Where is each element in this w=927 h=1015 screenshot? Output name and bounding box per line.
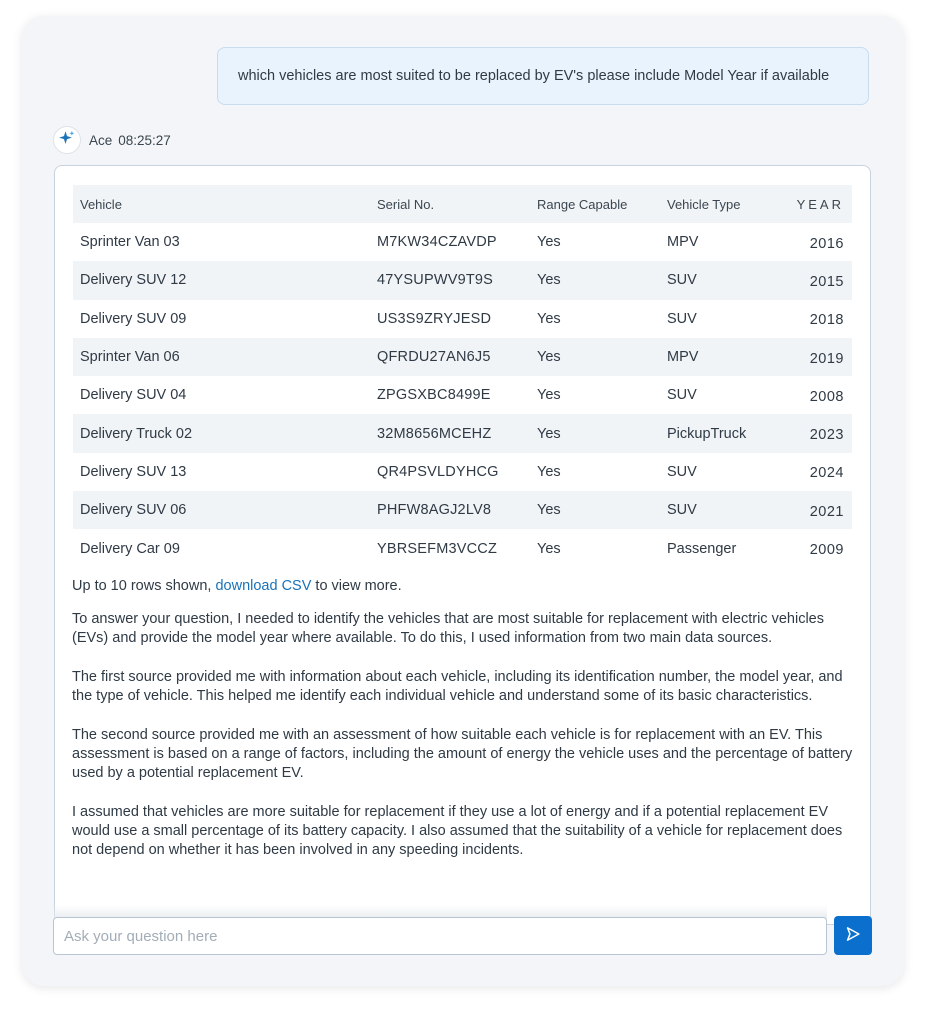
cell-range-capable: Yes <box>537 272 561 289</box>
cell-vehicle-type: SUV <box>667 387 697 404</box>
table-row <box>73 414 852 452</box>
cell-vehicle-type: SUV <box>667 502 697 519</box>
question-input[interactable] <box>53 917 827 955</box>
cell-year: 2024 <box>809 465 844 482</box>
cell-year: 2016 <box>809 235 844 252</box>
cell-serial: QR4PSVLDYHCG <box>377 463 499 480</box>
cell-serial: 32M8656MCEHZ <box>377 425 492 442</box>
cell-vehicle: Delivery SUV 04 <box>80 387 187 404</box>
cell-year: 2021 <box>809 503 844 520</box>
send-icon <box>844 925 862 946</box>
header-serial: Serial No. <box>370 185 530 223</box>
header-range-capable: Range Capable <box>530 185 660 223</box>
cell-serial: ZPGSXBC8499E <box>377 387 491 404</box>
cell-vehicle: Delivery SUV 13 <box>80 463 187 480</box>
send-button[interactable] <box>834 916 872 955</box>
cell-vehicle-type: SUV <box>667 310 697 327</box>
user-message-text: which vehicles are most suited to be replaced by EV's please include Model Year if available <box>238 68 830 84</box>
assistant-name: Ace <box>89 132 113 148</box>
cell-vehicle-type: Passenger <box>667 540 737 557</box>
user-message-bubble <box>217 47 869 105</box>
cell-range-capable: Yes <box>537 349 561 366</box>
cell-serial: YBRSEFM3VCCZ <box>377 540 498 557</box>
cell-range-capable: Yes <box>537 502 561 519</box>
cell-range-capable: Yes <box>537 425 561 442</box>
answer-paragraph: The second source provided me with an assessment of how suitable each vehicle is for replacement with an EV. This assessment is based on a range of factors, including the amount of energy the vehicle uses and the percentage of battery used by a potential replacement EV. <box>72 727 853 781</box>
table-header-row <box>73 185 852 223</box>
download-csv-link[interactable]: download CSV <box>215 578 312 594</box>
assistant-response-card <box>54 165 871 925</box>
header-year: YEAR <box>780 185 852 223</box>
answer-text <box>72 610 857 880</box>
header-vehicle: Vehicle <box>73 185 370 223</box>
answer-paragraph: The first source provided me with information about each vehicle, including its identification number, the model year, and the type of vehicle. This helped me identify each individual vehicle and understand some of its basic characteristics. <box>72 669 843 704</box>
table-row <box>73 376 852 414</box>
cell-serial: US3S9ZRYJESD <box>377 310 492 327</box>
cell-range-capable: Yes <box>537 234 561 251</box>
cell-range-capable: Yes <box>537 463 561 480</box>
results-table <box>73 185 852 568</box>
cell-vehicle: Delivery Car 09 <box>80 540 180 557</box>
cell-serial: M7KW34CZAVDP <box>377 234 497 251</box>
cell-vehicle: Delivery Truck 02 <box>80 425 193 442</box>
cell-vehicle: Delivery SUV 12 <box>80 272 187 289</box>
cell-vehicle: Sprinter Van 06 <box>80 349 180 366</box>
cell-serial: 47YSUPWV9T9S <box>377 272 494 289</box>
cell-year: 2009 <box>809 542 844 559</box>
cell-vehicle-type: SUV <box>667 463 697 480</box>
cell-year: 2008 <box>809 388 844 405</box>
table-row <box>73 491 852 529</box>
table-row <box>73 261 852 299</box>
cell-vehicle-type: SUV <box>667 272 697 289</box>
cell-range-capable: Yes <box>537 387 561 404</box>
cell-range-capable: Yes <box>537 540 561 557</box>
answer-paragraph: To answer your question, I needed to identify the vehicles that are most suitable for replacement with electric vehicles (EVs) and provide the model year where available. To do this, I used information from two main data sources. <box>72 611 824 646</box>
cell-vehicle-type: MPV <box>667 349 699 366</box>
rows-shown-note <box>72 578 402 594</box>
cell-year: 2019 <box>809 350 844 367</box>
table-row <box>73 223 852 261</box>
rows-note-prefix: Up to 10 rows shown, <box>72 578 216 594</box>
message-timestamp: 08:25:27 <box>118 132 171 148</box>
cell-vehicle: Delivery SUV 09 <box>80 310 187 327</box>
assistant-header <box>53 125 171 155</box>
cell-year: 2018 <box>809 312 844 329</box>
cell-range-capable: Yes <box>537 310 561 327</box>
cell-vehicle-type: PickupTruck <box>667 425 747 442</box>
cell-year: 2023 <box>809 427 844 444</box>
cell-year: 2015 <box>809 273 844 290</box>
sparkle-icon <box>58 129 76 152</box>
cell-vehicle: Sprinter Van 03 <box>80 234 180 251</box>
answer-paragraph: I assumed that vehicles are more suitable for replacement if they use a lot of energy and if a potential replacement EV would use a small percentage of its battery capacity. I also assumed that the suitability of a vehicle for replacement does not depend on whether it has been involved in any speeding incidents. <box>72 804 843 858</box>
table-row <box>73 338 852 376</box>
cell-vehicle: Delivery SUV 06 <box>80 502 187 519</box>
table-row <box>73 300 852 338</box>
cell-serial: QFRDU27AN6J5 <box>377 349 491 366</box>
cell-vehicle-type: MPV <box>667 234 699 251</box>
rows-note-suffix: to view more. <box>311 578 402 594</box>
cell-serial: PHFW8AGJ2LV8 <box>377 502 492 519</box>
table-row <box>73 529 852 567</box>
table-row <box>73 453 852 491</box>
header-vehicle-type: Vehicle Type <box>660 185 780 223</box>
assistant-avatar <box>53 126 81 154</box>
